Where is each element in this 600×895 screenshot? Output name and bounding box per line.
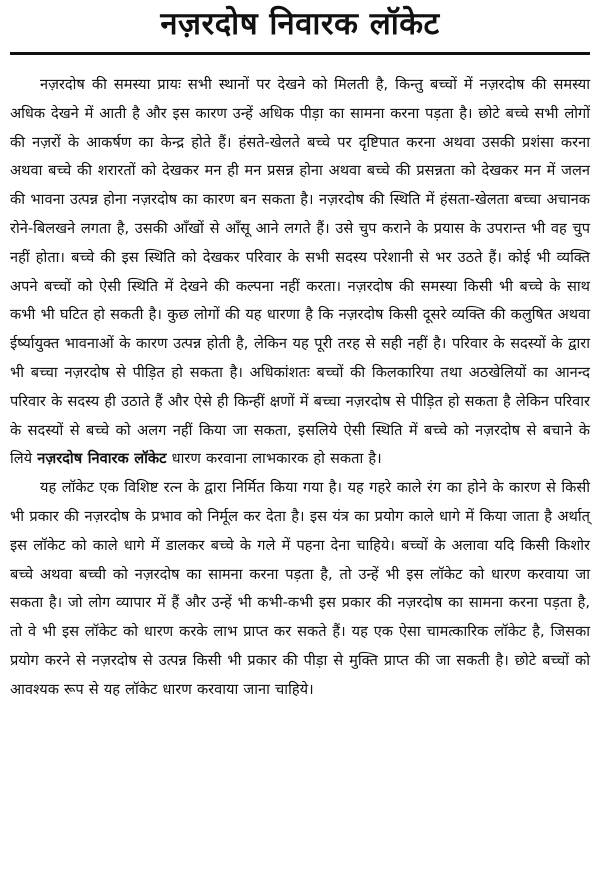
paragraph-2: [10, 474, 590, 704]
paragraph-1: [10, 71, 590, 474]
paragraph-1-bold-phrase: नज़रदोष निवारक लॉकेट: [37, 450, 167, 468]
document-body: [10, 71, 590, 705]
paragraph-2-text: यह लॉकेट एक विशिष्ट रत्न के द्वारा निर्मित किया गया है। यह गहरे काले रंग का होने के कारण से किसी भी प्रकार की नज़रदोष के प्रभाव को निर्मूल कर देता है। इस यंत्र का प्रयोग काले धागे में किया जाता है अर्थात् इस लॉकेट को काले धागे में डालकर बच्चे के गले में पहना देना चाहिये। बच्चों के अलावा यदि किसी किशोर बच्चे अथवा बच्ची को नज़रदोष का सामना करना पड़ता है, तो उन्हें भी इस लॉकेट को धारण करवाया जा सकता है। जो लोग व्यापार में हैं और उन्हें भी कभी-कभी इस प्रकार की नज़रदोष का सामना करना पड़ता है, तो वे भी इस लॉकेट को धारण करके लाभ प्राप्त कर सकते हैं। यह एक ऐसा चामत्कारिक लॉकेट है, जिसका प्रयोग करने से नज़रदोष से उत्पन्न किसी भी प्रकार की पीड़ा से मुक्ति प्राप्त की जा सकती है। छोटे बच्चों को आवश्यक रूप से यह लॉकेट धारण करवाया जाना चाहिये।: [10, 479, 590, 698]
title-underline: [10, 52, 590, 55]
page-title: नज़रदोष निवारक लॉकेट: [160, 6, 440, 42]
paragraph-1-text: नज़रदोष की समस्या प्रायः सभी स्थानों पर देखने को मिलती है, किन्तु बच्चों में नज़रदोष की समस्या अधिक देखने में आती है और इस कारण उन्हें अधिक पीड़ा का सामना करना पड़ता है। छोटे बच्चे सभी लोगों की नज़रों के आकर्षण का केन्द्र होते हैं। हंसते-खेलते बच्चे पर दृष्टिपात करना अथवा उसकी प्रशंसा करना अथवा बच्चे की शरारतों को देखकर मन ही मन प्रसन्न होना अथवा बच्चे की प्रसन्नता को देखकर मन में जलन की भावना उत्पन्न होना नज़रदोष का कारण बन सकता है। नज़रदोष की स्थिति में हंसता-खेलता बच्चा अचानक रोने-बिलखने लगता है, उसकी आँखों से आँसू आने लगते हैं। उसे चुप कराने के प्रयास के उपरान्त भी वह चुप नहीं होता। बच्चे की इस स्थिति को देखकर परिवार के सभी सदस्य परेशानी से भर उठते हैं। कोई भी व्यक्ति अपने बच्चों को ऐसी स्थिति में देखने की कल्पना नहीं करता। नज़रदोष की समस्या किसी भी बच्चे के साथ कभी भी घटित हो सकती है। कुछ लोगों की यह धारणा है कि नज़रदोष किसी दूसरे व्यक्ति की कलुषित अथवा ईर्ष्यायुक्त भावनाओं के कारण उत्पन्न होती है, लेकिन यह पूरी तरह से सही नहीं है। परिवार के सदस्यों के द्वारा भी बच्चा नज़रदोष से पीड़ित हो सकता है। अधिकांशतः बच्चों की किलकारिया तथा अठखेलियों का आनन्द परिवार के सदस्य ही उठाते हैं और ऐसे ही किन्हीं क्षणों में बच्चा नज़रदोष से पीड़ित हो सकता है लेकिन परिवार के सदस्यों से बच्चे को अलग नहीं किया जा सकता, इसलिये ऐसी स्थिति में बच्चे को नज़रदोष से बचाने के लिये: [10, 76, 590, 468]
paragraph-1-text-end: धारण करवाना लाभकारक हो सकता है।: [166, 450, 382, 468]
